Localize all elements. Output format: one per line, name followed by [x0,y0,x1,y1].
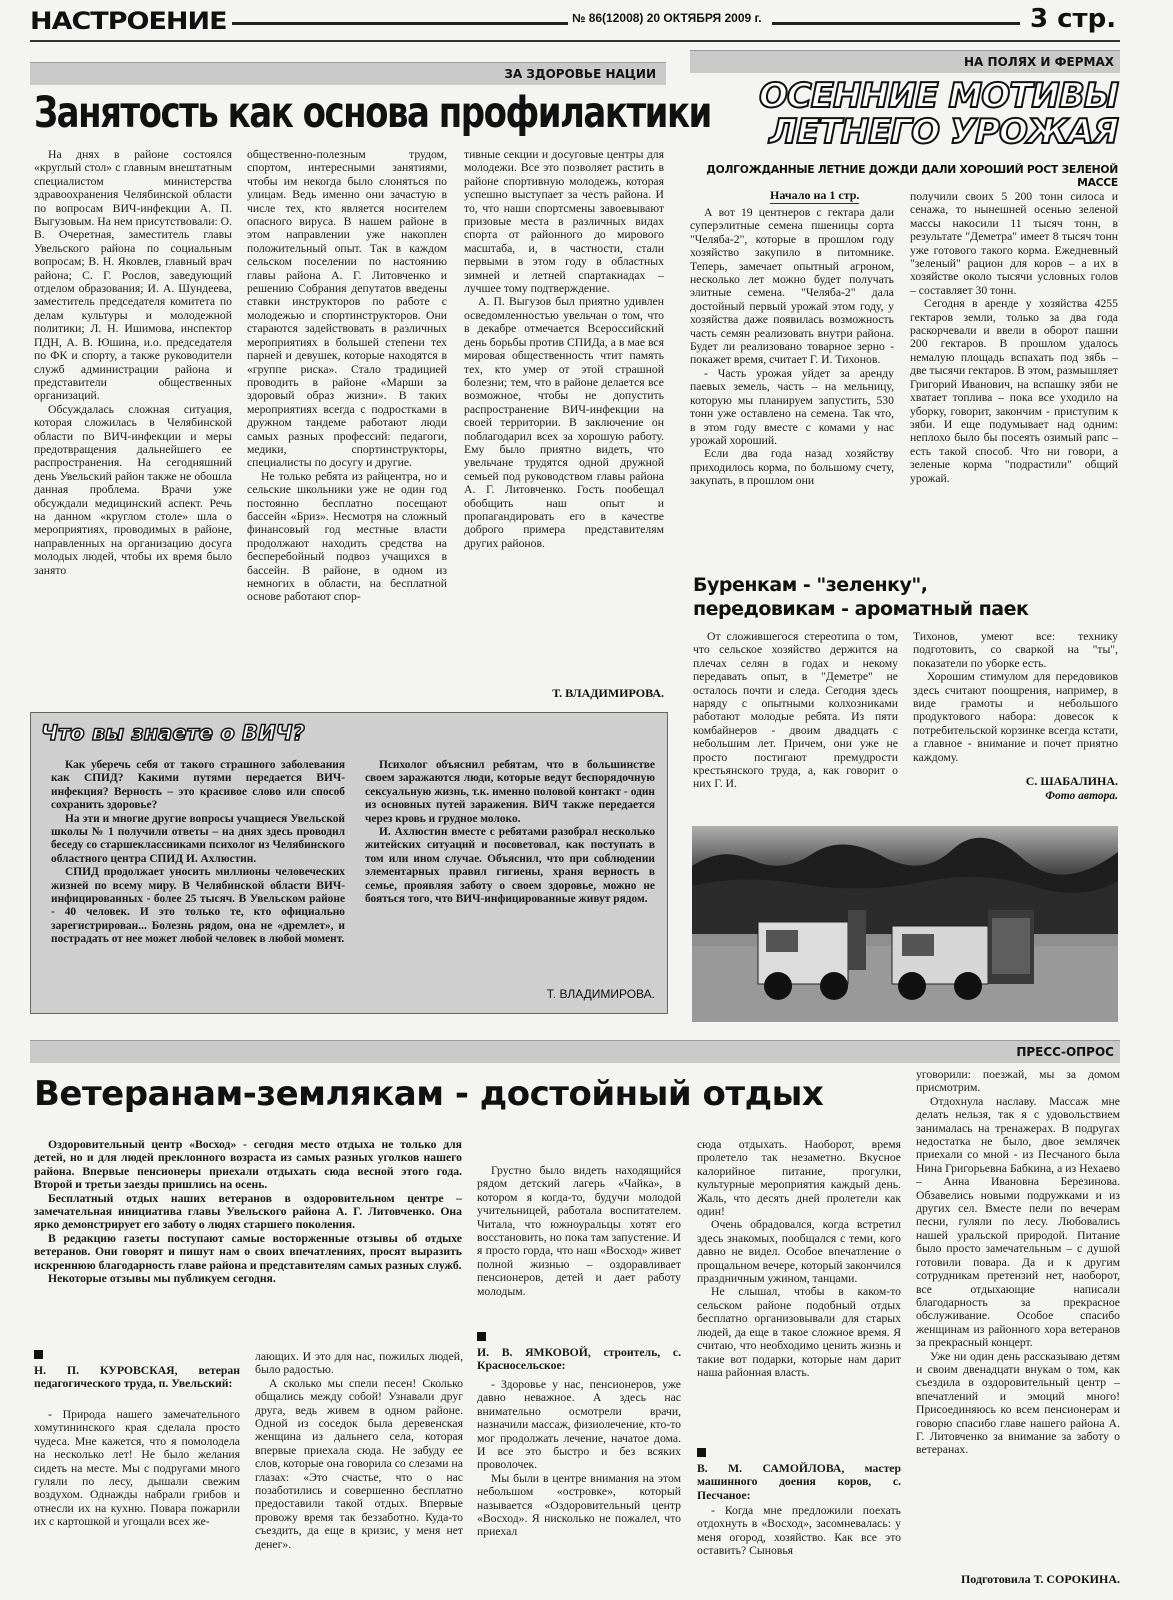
paragraph: Очень обрадовался, когда встретил здесь знакомых, пообщался с теми, кого давно не видел. Особое впечатление о прощальном вечере, который закончился праздничным ужином, танцами. [697,1218,901,1286]
paragraph: Обсуждалась сложная ситуация, которая сложилась в Челябинской области по ВИЧ-инфекции и меры предотвращения дальнейшего ее распространения. На сегодняшний день Увельский район также не обошла данная проблема. Врачи уже обсуждали медицинский аспект. Речь на данном «круглом столе» шла о мероприятиях, проводимых в районе, направленных на организацию досуга молодых людей, чтобы их время было занято [34,402,232,577]
hiv-box-title: Что вы знаете о ВИЧ? [41,721,305,745]
paragraph: Психолог объяснил ребятам, что в большинстве своем заражаются люди, которые ведут беспорядочную сексуальную жизнь, т.к. именно половой контакт - один из основных путей заражения. ВИЧ также передается через кровь и грудное молоко. [365,759,655,825]
kurovskaya-column-2 [255,1350,463,1551]
article2-column-1 [690,206,894,488]
paragraph: уговорили: поезжай, мы за домом присмотрим. [916,1068,1120,1095]
paragraph: Некоторые отзывы мы публикуем сегодня. [48,1272,276,1286]
bullet-square [34,1350,43,1359]
yamkova-heading: И. В. ЯМКОВОЙ, строитель, с. Красносельское: [477,1346,681,1373]
paragraph: Уже ни один день рассказываю детям и своим двенадцати внукам о том, как съездила в оздоровительный центр – впечатлений и эмоций много! Присоединяюсь ко всем пенсионерам и говорю спасибо главе нашего района А. Г. Литовченко за внимание за заботу о ветеранах. [916,1349,1120,1457]
kurovskaya-heading: Н. П. КУРОВСКАЯ, ветеран педагогического труда, п. Увельский: [34,1364,240,1391]
paragraph: - Часть урожая уйдет за аренду паевых земель, часть – на мельницу, которую мы планируем запустить, 530 тонн уже оставлено на семена. Так что, в этом году вместе с комами у нас урожай хороший. [690,366,894,447]
article1-column-2 [247,148,447,604]
header-issue: № 86(12008) 20 ОКТЯБРЯ 2009 г. [572,11,762,25]
article3-column-2 [913,630,1118,764]
paragraph: Отдохнула наславу. Массаж мне делать нельзя, так я с удовольствием занималась на тренажерах. В подругах недостатка не было, двое землячек приехали со мной - из Песчаного была Нина Григорьевна Бабкина, а из Нехаево – Анна Ивановна Березинова. Обзавелись новыми подружками и из других сел. Вместе пели по вечерам песни, гуляли по лесу. Любовались нашей уральской природой. Питание было просто замечательным – с душой готовили повара. Да и к другим сотрудникам претензий нет, наоборот, все отдыхающие написали благодарность за прекрасное обслуживание. Особое спасибо женщинам из районного хора ветеранов за прекрасный концерт. [916,1094,1120,1350]
paragraph: И. Ахлюстин вместе с ребятами разобрал несколько житейских ситуаций и посоветовал, как поступать в том или ином случае. Объяснил, что при соблюдении элементарных правил гигиены, храня верность в семье, проявляя заботу о своем здоровье, можно не бояться того, что ВИЧ-инфицированные живут рядом. [365,826,655,906]
rubric-bar-poll [30,1040,1120,1063]
paragraph: тивные секции и досуговые центры для молодежи. Все это позволяет растить в районе спортивную молодежь, которая успешно выступает за честь района. И то, что наши спортсмены завоевывают призовые места в различных видах спорта от районного до мирового масштаба, и, в частности, стали первыми в этом году в областных зимней и летней спартакиадах – лучшее тому подтверждение. [464,148,664,296]
paragraph: А сколько мы спели песен! Сколько общались между собой! Узнавали друг друга, ведь живем в одном районе. Одной из соседок была деревенская женщина из дальнего села, которая впервые приехала сюда. Не забуду ее слов, которые она говорила со слезами на глазах: «Это счастье, что о нас позаботились и совершенно бесплатно предоставили такой отдых. Впервые провожу время так беззаботно. Куда-то съездить, да еще в кризис, у меня нет денег». [255,1376,463,1551]
article3-column-1 [693,630,898,791]
article3-headline-line2: передовикам - ароматный паек [693,598,1029,620]
paragraph: Сегодня в аренде у хозяйства 4255 гектаров земли, только за два года раскорчевали и ввели в оборот пашни 200 гектаров. В прошлом удалось немалую площадь вспахать под зябь – две тысячи гектаров. В этом, размышляет Григорий Иванович, на вспашку зяби не хватает топлива – пока все уходило на уборку, говорит, закончим - приступим к зяби. И еще подумывает над одним: неплохо было бы посеять озимый рапс – есть такой способ. Что ни говори, а зеленые корма "подрастили" общий урожай. [910,297,1118,485]
header-underline [30,40,1120,42]
article4-headline: Ветеранам-землякам - достойный отдых [34,1074,824,1114]
bullet-square [697,1448,706,1457]
paragraph: Оздоровительный центр «Восход» - сегодня место отдыха не только для детей, но и для людей преклонного возраста из самых разных уголков нашего района. Впервые пенсионеры приехали отдыхать сюда весной этого года. Второй и третьи заезды пришлись на осень. [34,1138,462,1192]
paragraph: Хорошим стимулом для передовиков здесь считают поощрения, например, в виде грамоты и небольшого продуктового набора: довесок к потребительской корзинке всегда кстати, а главное - внимание и почет приятно каждому. [913,670,1118,764]
rubric-bar-health [30,62,666,85]
header-rule-right [772,22,1020,25]
samoylova-heading: В. М. САМОЙЛОВА, мастер машинного доения коров, с. Песчаное: [697,1462,901,1502]
rubric-farms: НА ПОЛЯХ И ФЕРМАХ [964,55,1114,69]
hiv-box-signature: Т. ВЛАДИМИРОВА. [546,987,655,1001]
article4-column-5 [916,1068,1120,1457]
paragraph: От сложившегося стереотипа о том, что сельское хозяйство держится на плечах селян в годах и некому передавать опыт, в "Деметре" не осталось почти и следа. Сегодня здесь наряду с опытными колхозниками работают молодые ребята. Из пяти комбайнеров - двоим двадцать с небольшим лет. Причем, они уже не просто постигают премудрости крестьянского труда, а, как говорит о них Г. И. [693,630,898,791]
article2-continued-note: Начало на 1 стр. [770,188,860,202]
paragraph: Не слышал, чтобы в каком-то сельском районе подобный отдых бесплатно организовывали для старых людей, да еще в такое сложное время. Я считаю, что необходимо ценить жизнь и такие вот подарки, которые нам дарит наша районная власть. [697,1285,901,1379]
paragraph: - Когда мне предложили поехать отдохнуть в «Восход», засомневалась: у меня огород, хозяйство. Как все это оставить? Сыновья [697,1504,901,1558]
paragraph: На эти и многие другие вопросы учащиеся Увельской школы № 1 получили ответы – на днях здесь проводил беседу со старшеклассниками психолог из Челябинского областного центра СПИД И. Ахлюстин. [51,812,345,865]
paragraph: А вот 19 центнеров с гектара дали суперэлитные семена пшеницы сорта "Челяба-2", которые в прошлом году хозяйство закупило в питомнике. Теперь, замечает опытный агроном, несколько лет можно будет получать элитные семена. "Челяба-2" дала достойный первый урожай этом году, у хозяйства даже появилась возможность часть семян реализовать внутри района. Будет ли реализовано товарное зерно - покажет время, считает Г. И. Тихонов. [690,206,894,367]
header-page-number: 3 стр. [1030,4,1117,34]
rubric-health: ЗА ЗДОРОВЬЕ НАЦИИ [504,67,656,81]
header-rule-left [232,22,568,25]
article1-signature: Т. ВЛАДИМИРОВА. [552,686,664,700]
rubric-bar-farms [690,50,1120,73]
paragraph: Тихонов, умеют все: технику подготовить, со сваркой на "ты", показатели по уборке есть. [913,630,1118,670]
hiv-info-box [30,712,668,1014]
samoylova-text [697,1504,901,1558]
harvest-photo [692,826,1118,1022]
paragraph: сюда отдыхать. Наоборот, время пролетело так незаметно. Вкусное калорийное питание, прогулки, культурные мероприятия каждый день. Жаль, что десять дней пролетели как один! [697,1138,901,1219]
article3-signature: С. ШАБАЛИНА. [1025,774,1118,788]
paragraph: - Природа нашего замечательного хомутининского края сделала просто чудеса. Мне кажется, что я помолодела на несколько лет! Не было желания сидеть на месте. Мы с подругами много гуляли по лесу, дышали свежим воздухом. Однажды набрали грибов и отнесли их на кухню. Повара пожарили их с картошкой и угощали всех же- [34,1408,240,1529]
article4-column-3 [477,1164,681,1298]
rubric-poll: ПРЕСС-ОПРОС [1016,1045,1114,1059]
article4-signature: Подготовила Т. СОРОКИНА. [960,1572,1120,1586]
paragraph: получили своих 5 200 тонн силоса и сенажа, то нынешней осенью зеленой массы накосили 11 тысяч тонн, в результате "Деметра" имеет 8 тысяч тонн уже готового такого корма. Ежедневный "зеленый" рацион для коров – а их в хозяйстве около тысячи условных голов – составляет 30 тонн. [910,190,1118,297]
article2-subtitle: ДОЛГОЖДАННЫЕ ЛЕТНИЕ ДОЖДИ ДАЛИ ХОРОШИЙ РОСТ ЗЕЛЕНОЙ МАССЕ [706,163,1118,189]
article2-headline-line1: ОСЕННИЕ МОТИВЫ [758,76,1118,116]
article1-headline: Занятость как основа профилактики [34,88,711,138]
article3-headline-line1: Буренкам - "зеленку", [693,574,928,596]
paragraph: Мы были в центре внимания на этом небольшом «островке», который называется «Оздоровительный центр «Восход». Я нисколько не пожалел, что приехал [477,1471,681,1539]
article1-column-1 [34,148,232,577]
paragraph: Если два года назад хозяйству приходилось корма, по большому счету, закупать, в прошлом они [690,447,894,488]
paragraph: Грустно было видеть находящийся рядом детский лагерь «Чайка», в котором я когда-то, будучи молодой учительницей, работала воспитателем. Читала, что южноуральцы хотят его восстановить, но пока там запустение. И я просто горда, что наш «Восход» живет полной жизнью – оздоравливает пенсионеров, детей и дает работу молодым. [477,1164,681,1298]
kurovskaya-column-1 [34,1408,240,1529]
article3-photo-credit: Фото автора. [1045,790,1118,802]
article4-column-4 [697,1138,901,1379]
header-section-title: НАСТРОЕНИЕ [30,7,227,36]
paragraph: общественно-полезным трудом, спортом, интересными занятиями, чтобы им некогда было слоняться по улицам. Ведь именно они зачастую в числе тех, кто является носителем опасного вируса. В нашем районе в этом направлении уже накоплен положительный опыт. Так в каждом сельском поселении по настоянию главы района А. Г. Литовченко и решению Собрания депутатов введены ставки инструкторов по работе с молодежью и спортинструкторов. Они стараются задействовать в различных мероприятиях в большей степени тех парней и девушек, которые находятся в «группе риска». Стало традицией проводить в районе «Марши за здоровый образ жизни». В таких мероприятиях всегда с подростками в дружном тандеме работают люди самых разных профессий: педагоги, медики, спортинструкторы, специалисты по досугу и другие. [247,148,447,470]
article4-lead [34,1138,462,1285]
paragraph: А. П. Выгузов был приятно удивлен осведомленностью увельчан о том, что в декабре отмечается Всероссийский день борьбы против СПИДа, а в мае вся мировая общественность чтит память тех, кто умер от этой страшной болезни; тем, что в районе делается все возможное, чтобы не допустить распространение ВИЧ-инфекции на своей территории. В заключение он поблагодарил всех за хорошую работу. Ему было приятно видеть, что увельчане трудятся одной дружной семьей под руководством главы района А. Г. Литовченко. Гость пообещал обобщить наш опыт и пропагандировать его в качестве доброго примера представителям других районов. [464,295,664,550]
article2-column-2 [910,190,1118,485]
article2-headline-line2: ЛЕТНЕГО УРОЖАЯ [769,112,1118,152]
paragraph: Бесплатный отдых наших ветеранов в оздоровительном центре – замечательная инициатива главы Увельского района А. Г. Литовченко. Она ярко демонстрирует его заботу о людях старшего поколения. [34,1191,462,1232]
paragraph: В редакцию газеты поступают самые восторженные отзывы об отдыхе ветеранов. Они говорят и пишут нам о своих впечатлениях, просят выразить искреннюю благодарность главе района и представителям самых разных служб. [34,1231,462,1272]
paragraph: На днях в районе состоялся «круглый стол» с главным внештатным специалистом министерства здравоохранения Челябинской области по вопросам ВИЧ-инфекции А. П. Выгузовым. На нем присутствовали: О. В. Очеретная, заместитель главы Увельского района по социальным вопросам; В. Н. Яковлев, главный врач района; С. Г. Рослов, заведующий отделом образования; И. А. Шундеева, заместитель председателя комитета по делам культуры и молодежной политики; Л. Н. Ишимова, инспектор ПДН, А. В. Юшина, и.о. председателя по ФК и спорту, а также руководители служб администрации района и представители общественных организаций. [34,148,232,403]
paragraph: Как уберечь себя от такого страшного заболевания как СПИД? Какими путями передается ВИЧ-инфекция? Верность – это красивое слово или способ сохранить здоровье? [51,759,345,812]
hiv-box-column-2 [365,759,655,906]
yamkova-text [477,1378,681,1539]
paragraph: СПИД продолжает уносить миллионы человеческих жизней по всему миру. В Челябинской области ВИЧ-инфицированных - более 25 тысяч. В Увельском районе - 40 человек. И это только те, кто официально зарегистрирован... Болезнь рядом, она не «дремлет», и пострадать от нее может любой человек в любой момент. [51,866,345,946]
paragraph: - Здоровье у нас, пенсионеров, уже давно неважное. А здесь нас внимательно осмотрели врачи, назначили массаж, физиолечение, кто-то мог продолжать лечение, начатое дома. И все это быстро и без всяких проволочек. [477,1378,681,1472]
harvest-photo-image [692,826,1118,1022]
paragraph: Не только ребята из райцентра, но и сельские школьники уже не один год постоянно бесплатно посещают бассейн «Бриз». Несмотря на сложный финансовый год местные власти продолжают находить средства на бесперебойный подвоз учащихся в бассейн. В районе, в одном из немногих в области, на бесплатной основе работают спор- [247,469,447,604]
paragraph: лающих. И это для нас, пожилых людей, было радостью. [255,1350,463,1377]
article1-column-3 [464,148,664,550]
hiv-box-column-1 [51,759,345,947]
bullet-square [477,1332,486,1341]
